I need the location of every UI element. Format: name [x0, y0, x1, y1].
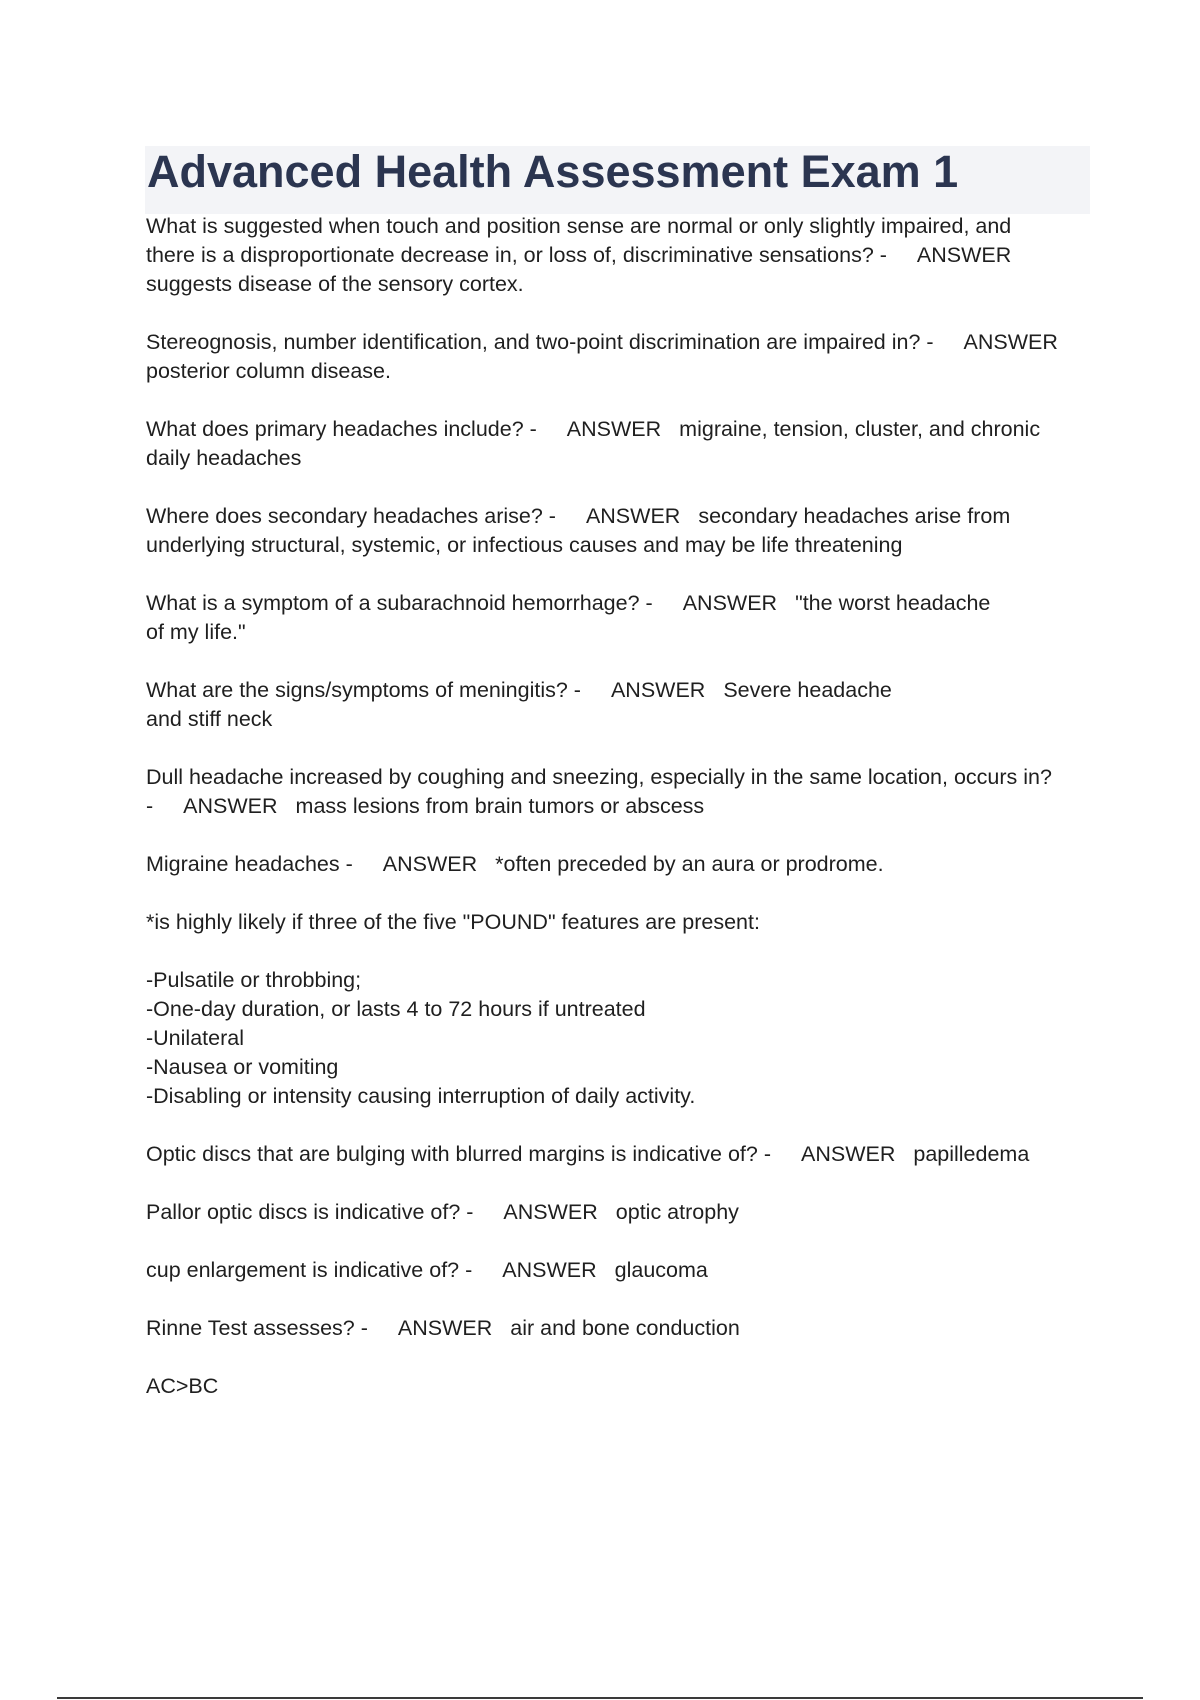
- answer-label: ANSWER: [916, 243, 1012, 267]
- answer-text: and stiff neck: [146, 707, 273, 731]
- qa-item: [146, 1256, 1090, 1285]
- question-text: Dull headache increased by coughing and sneezing, especially in the same location, occurs in?: [146, 765, 1052, 789]
- feature-list: [146, 966, 1090, 1111]
- answer-text: suggests disease of the sensory cortex.: [146, 272, 524, 296]
- answer-label: ANSWER: [183, 794, 278, 818]
- answer-label: ANSWER: [566, 417, 662, 441]
- question-text: Optic discs that are bulging with blurred margins is indicative of? -: [146, 1142, 771, 1166]
- answer-text: "the worst headache: [795, 591, 991, 615]
- answer-text: secondary headaches arise from: [698, 504, 1011, 528]
- answer-label: ANSWER: [963, 330, 1058, 354]
- answer-text: glaucoma: [614, 1258, 708, 1282]
- answer-text: of my life.": [146, 620, 246, 644]
- question-text: there is a disproportionate decrease in, or loss of, discriminative sensations? -: [146, 243, 887, 267]
- qa-item: [146, 589, 1090, 647]
- answer-text: posterior column disease.: [146, 359, 391, 383]
- answer-text: *often preceded by an aura or prodrome.: [495, 852, 884, 876]
- answer-text: daily headaches: [146, 446, 302, 470]
- question-dash: -: [146, 794, 154, 818]
- qa-list: [146, 212, 1090, 1430]
- qa-item: [146, 212, 1090, 299]
- list-item: -Unilateral: [146, 1026, 244, 1050]
- qa-item: [146, 1314, 1090, 1343]
- question-text: cup enlargement is indicative of? -: [146, 1258, 473, 1282]
- document-title: Advanced Health Assessment Exam 1: [147, 146, 959, 197]
- question-text: What is a symptom of a subarachnoid hemorrhage? -: [146, 591, 653, 615]
- list-item: -Pulsatile or throbbing;: [146, 968, 362, 992]
- question-text: Rinne Test assesses? -: [146, 1316, 368, 1340]
- qa-item: [146, 328, 1090, 386]
- answer-text: papilledema: [913, 1142, 1030, 1166]
- answer-label: ANSWER: [503, 1200, 598, 1224]
- answer-text: mass lesions from brain tumors or abscess: [295, 794, 705, 818]
- qa-item: [146, 502, 1090, 560]
- answer-note: [146, 908, 1090, 937]
- qa-item: [146, 763, 1090, 821]
- qa-item: [146, 850, 1090, 879]
- answer-text: migraine, tension, cluster, and chronic: [679, 417, 1041, 441]
- qa-item: [146, 1140, 1090, 1169]
- answer-label: ANSWER: [610, 678, 706, 702]
- answer-label: ANSWER: [585, 504, 681, 528]
- answer-text: air and bone conduction: [510, 1316, 740, 1340]
- answer-text: optic atrophy: [615, 1200, 739, 1224]
- qa-item: [146, 1198, 1090, 1227]
- question-text: Stereognosis, number identification, and two-point discrimination are impaired in? -: [146, 330, 934, 354]
- question-text: What does primary headaches include? -: [146, 417, 537, 441]
- answer-text: *is highly likely if three of the five "POUND" features are present:: [146, 910, 760, 934]
- qa-item: [146, 415, 1090, 473]
- list-item: -One-day duration, or lasts 4 to 72 hours if untreated: [146, 997, 646, 1021]
- answer-label: ANSWER: [800, 1142, 896, 1166]
- question-text: Migraine headaches -: [146, 852, 353, 876]
- list-item: -Disabling or intensity causing interruption of daily activity.: [146, 1084, 696, 1108]
- answer-label: ANSWER: [382, 852, 478, 876]
- answer-note: [146, 1372, 1090, 1401]
- answer-label: ANSWER: [502, 1258, 597, 1282]
- question-text: What are the signs/symptoms of meningitis? -: [146, 678, 581, 702]
- list-item: -Nausea or vomiting: [146, 1055, 339, 1079]
- answer-label: ANSWER: [397, 1316, 493, 1340]
- answer-text: underlying structural, systemic, or infectious causes and may be life threatening: [146, 533, 903, 557]
- question-text: Pallor optic discs is indicative of? -: [146, 1200, 474, 1224]
- answer-text: Severe headache: [723, 678, 892, 702]
- question-text: What is suggested when touch and position sense are normal or only slightly impaired, and: [146, 214, 1012, 238]
- page-divider: [57, 1697, 1143, 1699]
- question-text: Where does secondary headaches arise? -: [146, 504, 556, 528]
- answer-text: AC>BC: [146, 1374, 219, 1398]
- answer-label: ANSWER: [682, 591, 778, 615]
- qa-item: [146, 676, 1090, 734]
